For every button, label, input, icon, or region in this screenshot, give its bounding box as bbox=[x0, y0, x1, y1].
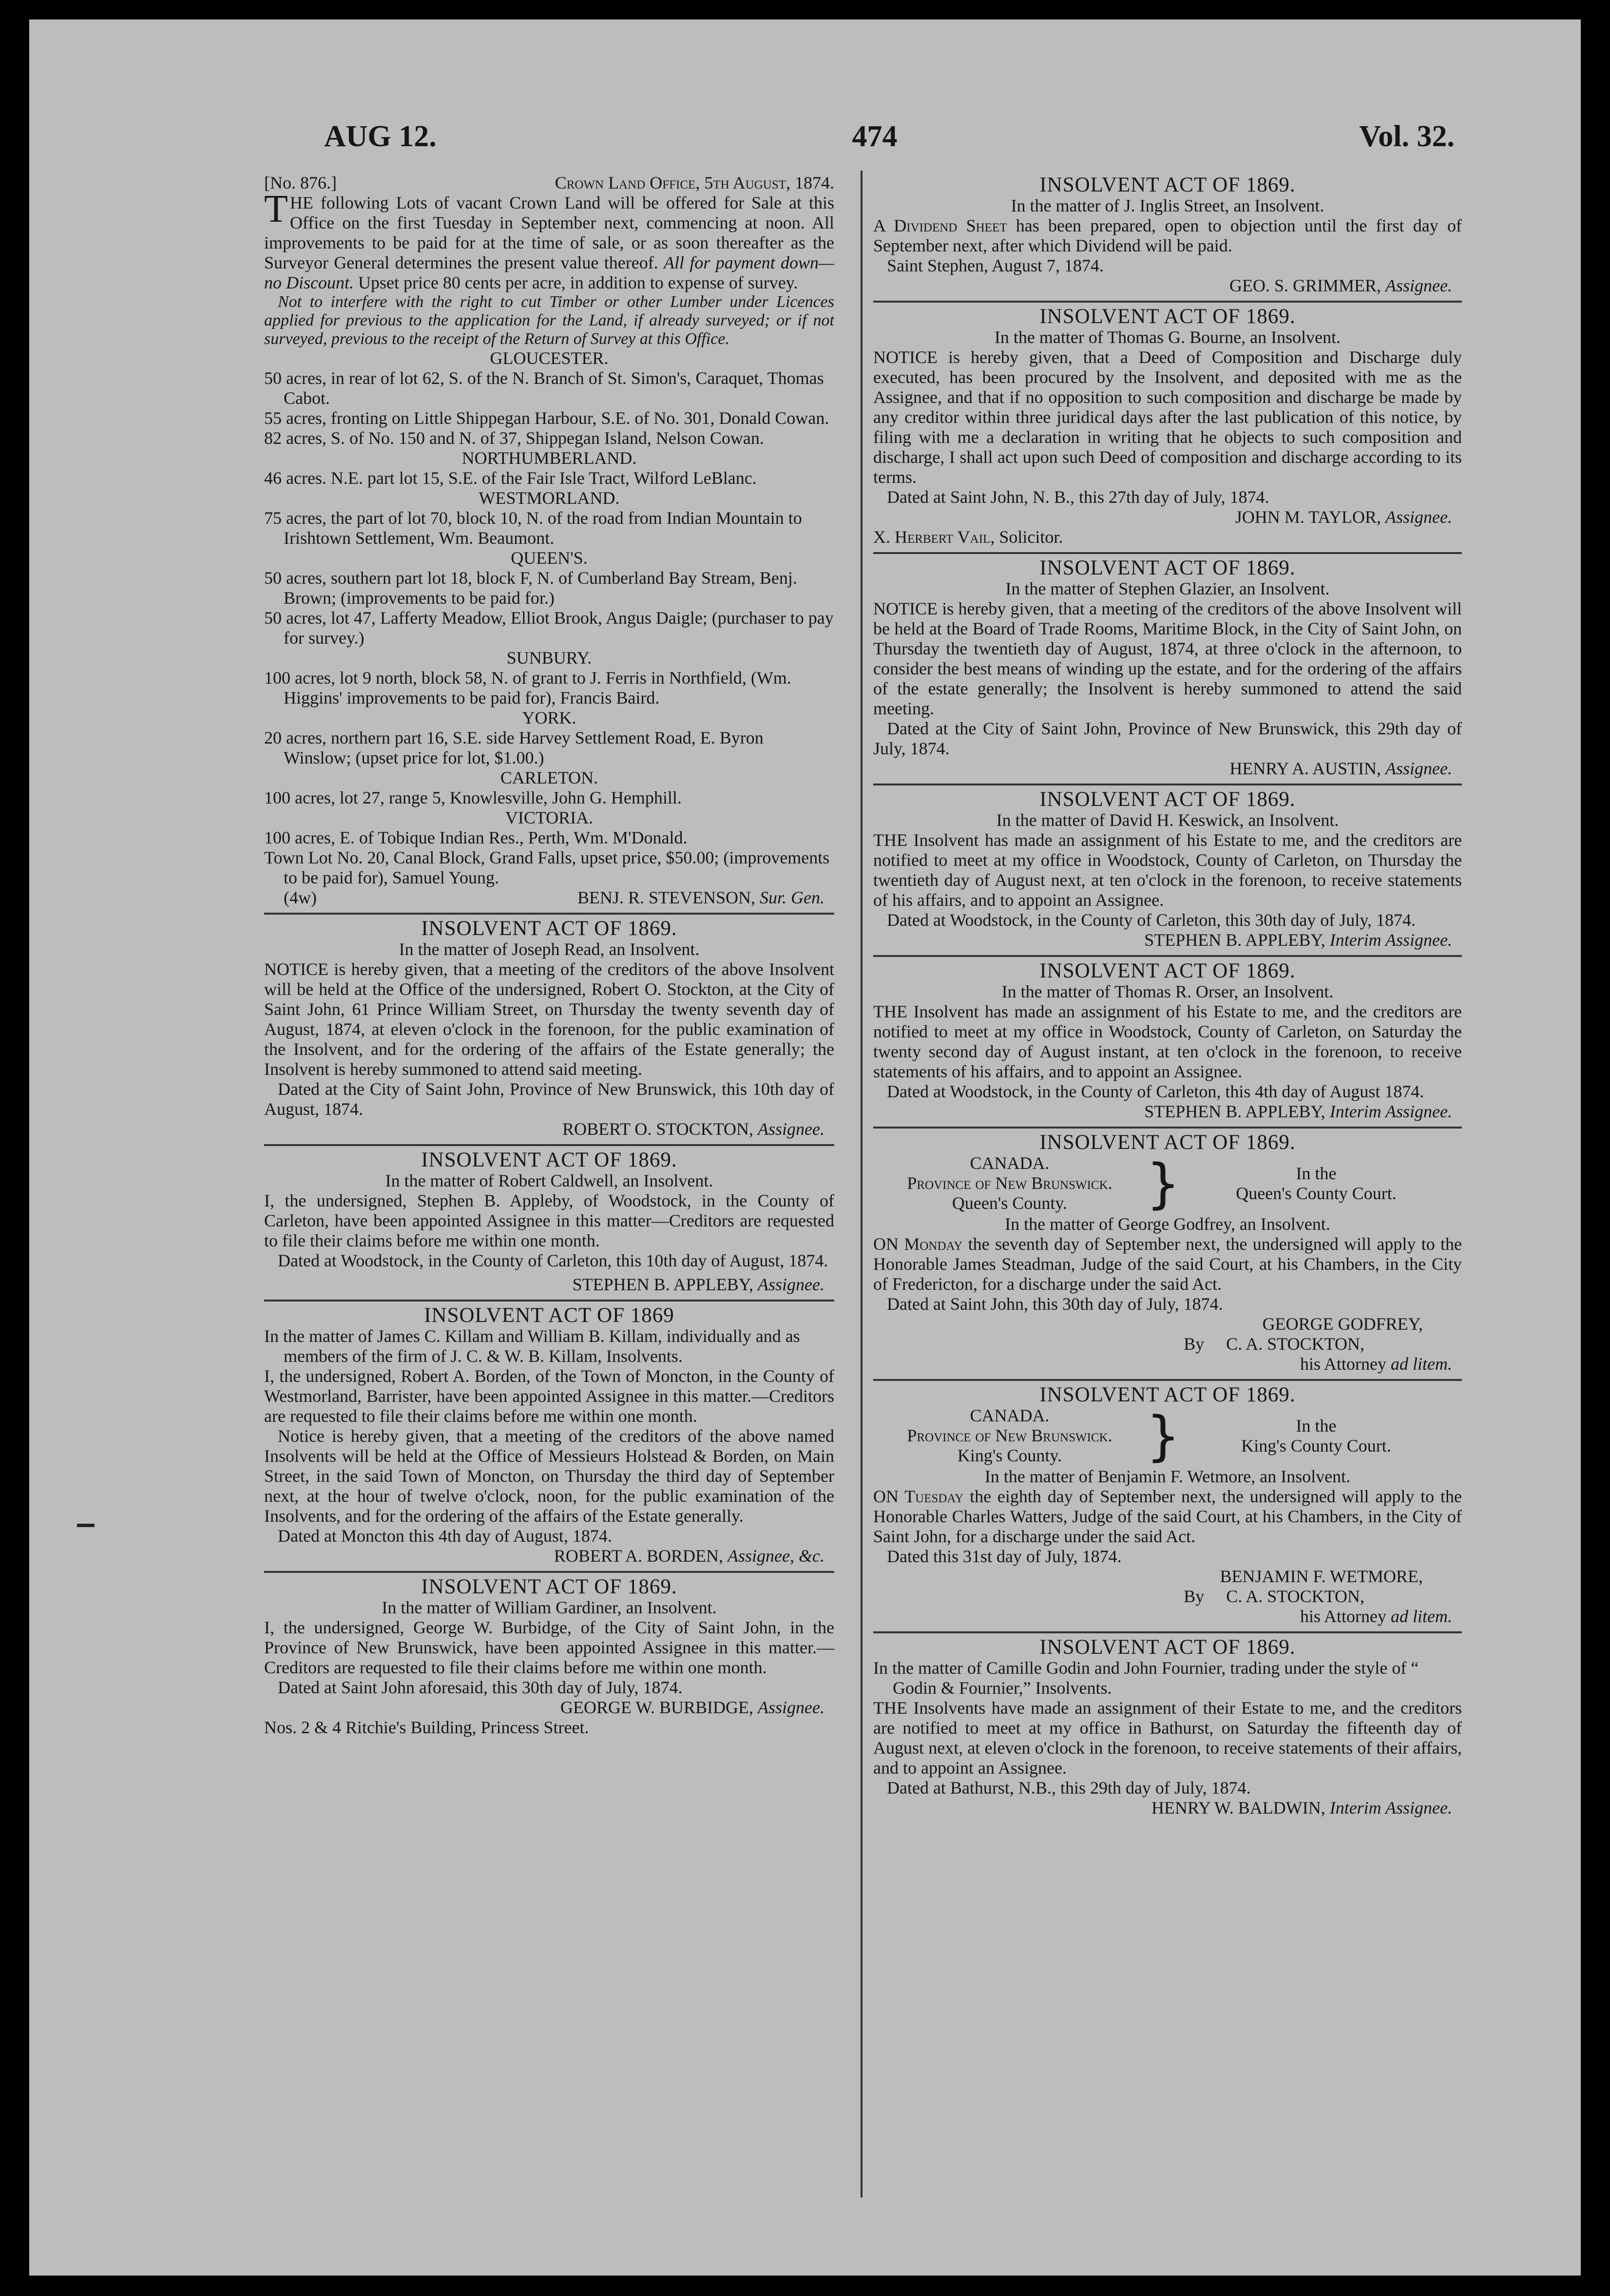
signature: GEO. S. GRIMMER, Assignee. bbox=[1229, 276, 1452, 295]
court-caption: CANADA. Province of New Brunswick. King's County. } In the King's County Court. bbox=[907, 1404, 1391, 1467]
gazette-page bbox=[29, 19, 1581, 2276]
signature: STEPHEN B. APPLEBY, Interim Assignee. bbox=[1144, 1102, 1452, 1121]
left-column bbox=[264, 173, 834, 1738]
notice-body: NOTICE is hereby given, that a meeting of the creditors of the above Insolvent will be held at the Board of Trade Rooms, Maritime Block, in the City of Saint John, on Thursday the twentieth day of August, 1874, at three o'clock in the afternoon, to consider the best means of winding up the estate, and for the ordering of the affairs of the estate generally; the Insolvent is hereby summoned to attend the said meeting. bbox=[873, 599, 1462, 718]
lot-entry: 75 acres, the part of lot 70, block 10, N. of the road from Indian Mountain to Irishtown Settlement, Wm. Beaumont. bbox=[264, 508, 802, 548]
insertion-tag: (4w) bbox=[284, 888, 317, 907]
notice-stephen-glazier bbox=[873, 558, 1462, 779]
signature: GEORGE W. BURBIDGE, Assignee. bbox=[560, 1698, 824, 1717]
notice-title: INSOLVENT ACT OF 1869. bbox=[1039, 788, 1296, 811]
notice-body: I, the undersigned, Robert A. Borden, of the Town of Moncton, in the County of Westmorland, Barrister, have been appointed Assignee in this matter.—Creditors are requested to file their claims before me within one month. bbox=[264, 1366, 834, 1426]
page-header bbox=[295, 119, 1455, 158]
notice-dated: Dated at Saint John, N. B., this 27th day of July, 1874. bbox=[887, 487, 1269, 507]
lot-entry: 20 acres, northern part 16, S.E. side Harvey Settlement Road, E. Byron Winslow; (upset price for lot, $1.00.) bbox=[264, 728, 764, 767]
column-divider bbox=[861, 171, 862, 2198]
county-heading: YORK. bbox=[522, 708, 576, 727]
notice-inglis-street bbox=[873, 175, 1462, 296]
divider bbox=[873, 301, 1462, 303]
brace-glyph: } bbox=[1146, 1404, 1180, 1467]
notice-killam bbox=[264, 1305, 834, 1566]
divider bbox=[873, 1631, 1462, 1633]
lot-entry: 46 acres. N.E. part lot 15, S.E. of the Fair Isle Tract, Wilford LeBlanc. bbox=[264, 468, 757, 488]
notice-title: INSOLVENT ACT OF 1869. bbox=[1039, 1636, 1296, 1659]
margin-mark bbox=[77, 1524, 95, 1527]
notice-dated: Dated at Woodstock, in the County of Carleton, this 30th day of July, 1874. bbox=[887, 910, 1416, 930]
notice-title: INSOLVENT ACT OF 1869. bbox=[421, 1148, 677, 1171]
notice-office: Crown Land Office, 5th August, 1874. bbox=[555, 173, 834, 192]
lot-entry: 50 acres, lot 47, Lafferty Meadow, Elliot Brook, Angus Daigle; (purchaser to pay for survey.) bbox=[264, 608, 834, 648]
notice-matter: In the matter of David H. Keswick, an Insolvent. bbox=[996, 810, 1339, 830]
lot-entry: Town Lot No. 20, Canal Block, Grand Falls, upset price, $50.00; (improvements to be paid for), Samuel Young. bbox=[264, 848, 830, 887]
notice-title: INSOLVENT ACT OF 1869. bbox=[1039, 1131, 1296, 1154]
notice-title: INSOLVENT ACT OF 1869 bbox=[424, 1304, 674, 1327]
signature: GEORGE GODFREY, bbox=[1262, 1314, 1423, 1334]
notice-matter: In the matter of Stephen Glazier, an Insolvent. bbox=[1005, 579, 1330, 598]
notice-dated: Saint Stephen, August 7, 1874. bbox=[887, 256, 1104, 275]
notice-dated: Dated at Saint John, this 30th day of July, 1874. bbox=[887, 1294, 1223, 1314]
notice-body: A Dividend Sheet has been prepared, open to objection until the first day of September next, after which Dividend will be paid. bbox=[873, 216, 1462, 255]
notice-matter: In the matter of James C. Killam and William B. Killam, individually and as members of the firm of J. C. & W. B. Killam, Insolvents. bbox=[264, 1326, 800, 1366]
notice-dated: Dated at the City of Saint John, Province of New Brunswick, this 10th day of August, 1874. bbox=[264, 1079, 834, 1119]
notice-title: INSOLVENT ACT OF 1869. bbox=[1039, 1383, 1296, 1406]
drop-cap: T bbox=[264, 188, 288, 230]
signature-by: By C. A. STOCKTON, bbox=[1184, 1334, 1364, 1354]
notice-body: THE Insolvent has made an assignment of his Estate to me, and the creditors are notified to meet at my office in Woodstock, County of Carleton, on Saturday the twenty second day of August instant, at ten o'clock in the forenoon, to receive statements of his affairs, and to appoint an Assignee. bbox=[873, 1002, 1462, 1081]
notice-matter: In the matter of Camille Godin and John Fournier, trading under the style of “ Godin & Fournier,” Insolvents. bbox=[873, 1658, 1419, 1698]
right-column bbox=[873, 173, 1462, 1818]
signature-attorney: his Attorney ad litem. bbox=[1300, 1354, 1452, 1374]
notice-matter: In the matter of Robert Caldwell, an Insolvent. bbox=[385, 1171, 713, 1190]
notice-number: [No. 876.] bbox=[264, 173, 337, 192]
divider bbox=[873, 955, 1462, 957]
notice-body: THE Insolvents have made an assignment of their Estate to me, and the creditors are notified to meet at my office in Bathurst, on Saturday the fifteenth day of August next, at eleven o'clock in the forenoon, to receive statements of their affairs, and to appoint an Assignee. bbox=[873, 1698, 1462, 1778]
notice-body: NOTICE is hereby given, that a Deed of Composition and Discharge duly executed, has been procured by the Insolvent, and deposited with me as the Assignee, and that if no opposition to such composition and discharge be made by any creditor within three juridical days after the last publication of this notice, by filing with me a declaration in writing that he objects to such composition and discharge, I shall act upon such Deed of composition and discharge according to its terms. bbox=[873, 347, 1462, 487]
signature: HENRY A. AUSTIN, Assignee. bbox=[1229, 759, 1452, 778]
signature: BENJAMIN F. WETMORE, bbox=[1220, 1567, 1423, 1586]
lot-entry: 100 acres, E. of Tobique Indian Res., Perth, Wm. M'Donald. bbox=[264, 828, 688, 847]
divider bbox=[873, 1127, 1462, 1129]
county-heading: VICTORIA. bbox=[505, 808, 594, 827]
notice-matter: In the matter of Thomas R. Orser, an Insolvent. bbox=[1001, 982, 1334, 1001]
signature-by: By C. A. STOCKTON, bbox=[1184, 1587, 1364, 1606]
divider bbox=[264, 1144, 834, 1146]
notice-dated: Dated at Moncton this 4th day of August, 1874. bbox=[278, 1526, 612, 1546]
notice-joseph-read bbox=[264, 918, 834, 1139]
notice-matter: In the matter of William Gardiner, an Insolvent. bbox=[382, 1598, 717, 1617]
signature: HENRY W. BALDWIN, Interim Assignee. bbox=[1151, 1798, 1452, 1818]
signature: STEPHEN B. APPLEBY, Interim Assignee. bbox=[1144, 930, 1452, 950]
notice-dated: Dated at the City of Saint John, Province of New Brunswick, this 29th day of July, 1874. bbox=[873, 719, 1462, 758]
notice-thomas-bourne bbox=[873, 306, 1462, 547]
signature: ROBERT A. BORDEN, Assignee, &c. bbox=[554, 1546, 824, 1566]
notice-title: INSOLVENT ACT OF 1869. bbox=[1039, 959, 1296, 982]
lot-entry: 100 acres, lot 27, range 5, Knowlesville, John G. Hemphill. bbox=[264, 788, 682, 807]
signature: JOHN M. TAYLOR, Assignee. bbox=[1235, 507, 1452, 527]
notice-body: ON Tuesday the eighth day of September next, the undersigned will apply to the Honorable Charles Watters, Judge of the said Court, at his Chambers, in the City of Saint John, for a discharge under the said Act. bbox=[873, 1487, 1462, 1546]
county-heading: QUEEN'S. bbox=[511, 548, 588, 568]
county-heading: NORTHUMBERLAND. bbox=[461, 448, 637, 468]
county-heading: GLOUCESTER. bbox=[490, 348, 609, 368]
notice-matter: In the matter of Thomas G. Bourne, an Insolvent. bbox=[994, 327, 1341, 347]
notice-george-godfrey bbox=[873, 1132, 1462, 1374]
notice-dated: Dated this 31st day of July, 1874. bbox=[887, 1547, 1122, 1566]
notice-robert-caldwell bbox=[264, 1150, 834, 1295]
divider bbox=[873, 1379, 1462, 1381]
notice-body: THE Insolvent has made an assignment of his Estate to me, and the creditors are notified to meet at my office in Woodstock, County of Carleton, on Thursday the twentieth day of August next, at ten o'clock in the forenoon, to receive statements of his affairs, and to appoint an Assignee. bbox=[873, 830, 1462, 910]
solicitor: X. Herbert Vail, Solicitor. bbox=[873, 527, 1063, 547]
notice-body: I, the undersigned, George W. Burbidge, of the City of Saint John, in the Province of New Brunswick, have been appointed Assignee in this matter.—Creditors are requested to file their claims before me within one month. bbox=[264, 1618, 834, 1677]
notice-title: INSOLVENT ACT OF 1869. bbox=[421, 1575, 677, 1598]
notice-title: INSOLVENT ACT OF 1869. bbox=[1039, 556, 1296, 579]
brace-glyph: } bbox=[1146, 1152, 1180, 1215]
lot-entry: 50 acres, in rear of lot 62, S. of the N. Branch of St. Simon's, Caraquet, Thomas Cabot. bbox=[264, 368, 824, 408]
header-date: AUG 12. bbox=[324, 120, 437, 153]
signature-attorney: his Attorney ad litem. bbox=[1300, 1607, 1452, 1626]
page-number: 474 bbox=[852, 120, 898, 153]
notice-title: INSOLVENT ACT OF 1869. bbox=[1039, 305, 1296, 328]
notice-matter: In the matter of Joseph Read, an Insolvent. bbox=[399, 939, 700, 959]
lot-entry: 82 acres, S. of No. 150 and N. of 37, Shippegan Island, Nelson Cowan. bbox=[264, 428, 764, 448]
divider bbox=[873, 552, 1462, 554]
divider bbox=[264, 913, 834, 915]
notice-matter: In the matter of George Godfrey, an Insolvent. bbox=[1005, 1214, 1330, 1234]
notice-title: INSOLVENT ACT OF 1869. bbox=[421, 917, 677, 940]
notice-crown-land: [No. 876.] Crown Land Office, 5th August, 1874. THE following Lots of vacant Crown Land will be offered for Sale at this Office on the first Tuesday in September next, commencing at noon. All improvements to be paid for at the time of sale, or as soon thereafter as the Surveyor General determines the present value thereof. All for payment down—no Discount. Upset price 80 cents per acre, in addition to expense of survey. Not to interfere with the right to cut Timber or other Lumber under Licences applied for previous to the application for the Land, if already surveyed; or if not surveyed, previous to the receipt of the Return of Survey at this Office. GLOUCESTER. 50 acres, in rear of lot 62, S. of the N. Branch of St. Simon's, Caraquet, Thomas Cabot. 55 acres, fronting on Little Shippegan Harbour, S.E. of No. 301, Donald Cowan. 82 acres, S. of No. 150 and N. of 37, Shippegan Island, Nelson Cowan. NORTHUMBERLAND. 46 acres. N.E. part lot 15, S.E. of the Fair Isle Tract, Wilford LeBlanc. WESTMORLAND. 75 acres, the part of lot 70, block 10, N. of the road from Indian Mountain to Irishtown Settlement, Wm. Beaumont. QUEEN'S. 50 acres, southern part lot 18, block F, N. of Cumberland Bay Stream, Benj. Brown; (improvements to be paid for.) 50 acres, lot 47, Lafferty Meadow, Elliot Brook, Angus Daigle; (purchaser to pay for survey.) SUNBURY. 100 acres, lot 9 north, block 58, N. of grant to J. Ferris in Northfield, (Wm. Higgins' improvements to be paid for), Francis Baird. YORK. 20 acres, northern part 16, S.E. side Harvey Settlement Road, E. Byron Winslow; (upset price for lot, $1.00.) CARLETON. 100 acres, lot 27, range 5, Knowlesville, John G. Hemphill. VICTORIA. 100 acres, E. of Tobique Indian Res., Perth, Wm. M'Donald. Town Lot No. 20, Canal Block, Grand Falls, upset price, $50.00; (improvements to be paid for), Samuel Young. (4w) BENJ. R. STEVENSON, Sur. Gen. bbox=[264, 173, 835, 907]
divider bbox=[264, 1571, 834, 1573]
divider bbox=[873, 784, 1462, 785]
notice-body: NOTICE is hereby given, that a meeting of the creditors of the above Insolvent will be held at the Office of the undersigned, Robert O. Stockton, at the City of Saint John, 61 Prince William Street, on Thursday the twenty seventh day of August, 1874, at eleven o'clock in the forenoon, for the public examination of the Insolvent, and for the ordering of the affairs of the Estate generally; the Insolvent is hereby summoned to attend said meeting. bbox=[264, 959, 834, 1079]
county-heading: SUNBURY. bbox=[506, 648, 592, 668]
notice-dated: Dated at Saint John aforesaid, this 30th day of July, 1874. bbox=[278, 1678, 683, 1697]
notice-note: Not to interfere with the right to cut Timber or other Lumber under Licences applied for previous to the application for the Land, if already surveyed; or if not surveyed, previous to the receipt of the Return of Survey at this Office. bbox=[264, 293, 834, 348]
notice-godin-fournier bbox=[873, 1637, 1462, 1818]
notice-david-keswick bbox=[873, 789, 1462, 950]
court-caption: CANADA. Province of New Brunswick. Queen's County. } In the Queen's County Court. bbox=[907, 1152, 1397, 1215]
notice-dated: Dated at Woodstock, in the County of Carleton, this 4th day of August 1874. bbox=[887, 1082, 1424, 1101]
volume-number: Vol. 32. bbox=[1359, 120, 1455, 153]
notice-title: INSOLVENT ACT OF 1869. bbox=[1039, 173, 1296, 196]
notice-matter: In the matter of Benjamin F. Wetmore, an Insolvent. bbox=[984, 1467, 1351, 1486]
notice-benjamin-wetmore bbox=[873, 1385, 1462, 1626]
notice-dated: Dated at Bathurst, N.B., this 29th day of July, 1874. bbox=[887, 1778, 1251, 1798]
signature: ROBERT O. STOCKTON, Assignee. bbox=[562, 1119, 824, 1139]
notice-body: I, the undersigned, Stephen B. Appleby, of Woodstock, in the County of Carleton, have been appointed Assignee in this matter—Creditors are requested to file their claims before me within one month. bbox=[264, 1191, 834, 1250]
signature: STEPHEN B. APPLEBY, Assignee. bbox=[572, 1275, 824, 1294]
lot-entry: 55 acres, fronting on Little Shippegan Harbour, S.E. of No. 301, Donald Cowan. bbox=[264, 408, 829, 428]
notice-dated: Dated at Woodstock, in the County of Carleton, this 10th day of August, 1874. bbox=[278, 1251, 828, 1270]
assignee-address: Nos. 2 & 4 Ritchie's Building, Princess Street. bbox=[264, 1718, 589, 1737]
notice-body: ON Monday the seventh day of September next, the undersigned will apply to the Honorable James Steadman, Judge of the said Court, at his Chambers, in the City of Fredericton, for a discharge under the said Act. bbox=[873, 1234, 1462, 1294]
lot-entry: 50 acres, southern part lot 18, block F, N. of Cumberland Bay Stream, Benj. Brown; (improvements to be paid for.) bbox=[264, 568, 797, 608]
notice-matter: In the matter of J. Inglis Street, an Insolvent. bbox=[1011, 196, 1324, 215]
signature: BENJ. R. STEVENSON, Sur. Gen. bbox=[577, 888, 824, 907]
county-heading: WESTMORLAND. bbox=[479, 488, 620, 508]
notice-body: Notice is hereby given, that a meeting of the creditors of the above named Insolvents will be held at the Office of Messieurs Holstead & Borden, on Main Street, in the said Town of Moncton, on Thursday the third day of September next, at the hour of twelve o'clock, noon, for the public examination of the Insolvents, and for the ordering of the affairs of the Estate generally. bbox=[264, 1426, 834, 1526]
lot-entry: 100 acres, lot 9 north, block 58, N. of grant to J. Ferris in Northfield, (Wm. Higgins' improvements to be paid for), Francis Baird. bbox=[264, 668, 791, 708]
notice-thomas-orser bbox=[873, 961, 1462, 1122]
divider bbox=[264, 1300, 834, 1301]
county-heading: CARLETON. bbox=[500, 768, 598, 787]
notice-william-gardiner bbox=[264, 1577, 834, 1738]
